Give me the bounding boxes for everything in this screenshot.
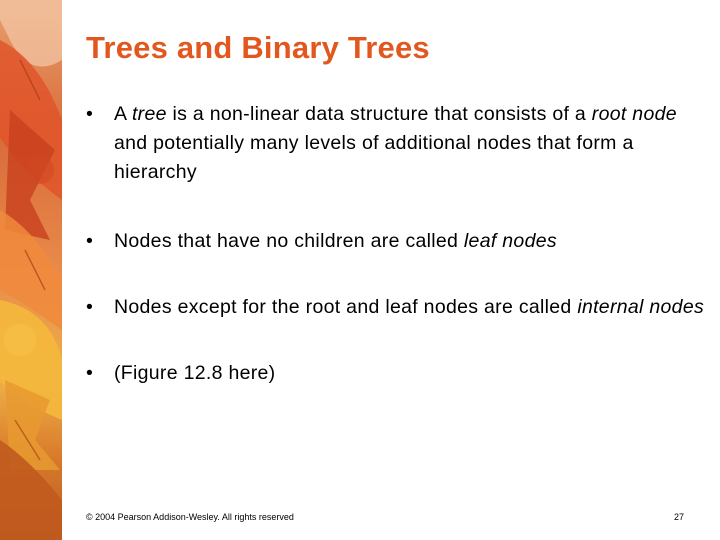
text-run: Nodes except for the root and leaf nodes are called [114, 296, 578, 318]
text-run: and potentially many levels of additional nodes that form a hierarchy [114, 132, 634, 183]
bullet-leaf-nodes [86, 227, 706, 256]
bullet-tree-definition [86, 100, 706, 187]
page-number: 27 [673, 512, 684, 522]
bullet-list [86, 100, 706, 388]
bullet-marker: • [86, 362, 94, 384]
autumn-leaves-image [0, 0, 62, 540]
text-run: Nodes that have no children are called [114, 230, 464, 252]
term-tree: tree [131, 103, 167, 125]
term-root-node: root node [591, 103, 677, 125]
text-run: is a non-linear data structure that consists of a [166, 103, 592, 125]
text-run: (Figure 12.8 here) [114, 362, 276, 384]
bullet-marker: • [86, 103, 94, 125]
slide-title: Trees and Binary Trees [86, 30, 430, 65]
bullet-internal-nodes [86, 293, 706, 322]
text-run: A [114, 103, 132, 125]
term-internal-nodes: internal nodes [577, 296, 705, 318]
autumn-leaves-decoration [0, 0, 62, 540]
term-leaf-nodes: leaf nodes [463, 230, 557, 252]
bullet-figure-reference [86, 359, 706, 388]
footer-copyright: © 2004 Pearson Addison-Wesley. All rights reserved [86, 512, 294, 522]
bullet-marker: • [86, 296, 94, 318]
bullet-marker: • [86, 230, 94, 252]
